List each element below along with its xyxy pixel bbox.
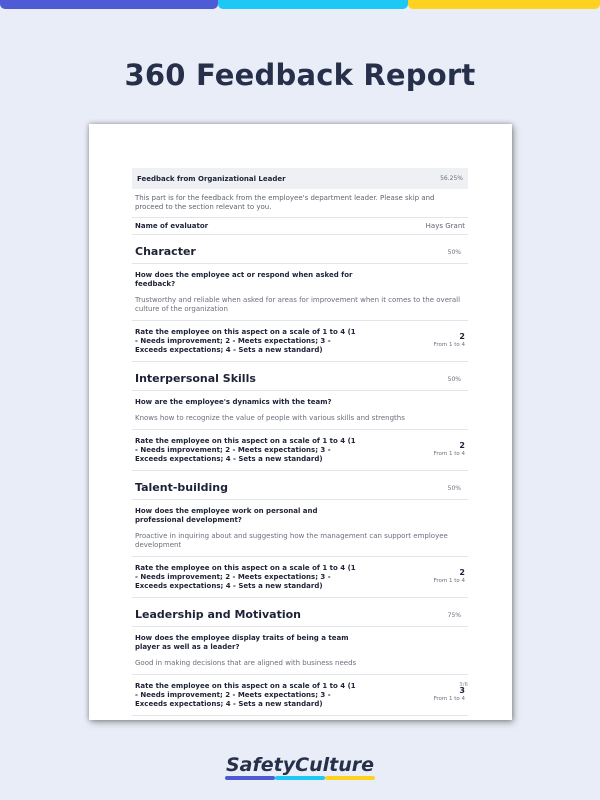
rating-question: Rate the employee on this aspect on a scale of 1 to 4 (1 - Needs improvement; 2 - Meets expectations; 3 - Exceeds expectations; 4 - Sets a new standard)	[135, 437, 356, 463]
score-box	[434, 328, 465, 349]
score-range: From 1 to 4	[433, 451, 465, 457]
question-text: How are the employee's dynamics with the team?	[135, 398, 332, 406]
section-header	[132, 168, 468, 189]
question-text: How does the employee act or respond when asked for feedback?	[135, 271, 353, 288]
category-block	[132, 598, 468, 716]
category-block	[132, 362, 468, 471]
score-value: 2	[459, 332, 465, 341]
section-percent: 56.25%	[440, 175, 463, 182]
page-number: 3/6	[459, 682, 468, 688]
rating-question: Rate the employee on this aspect on a scale of 1 to 4 (1 - Needs improvement; 2 - Meets expectations; 3 - Exceeds expectations; 4 - Sets a new standard)	[135, 328, 356, 354]
score-range: From 1 to 4	[433, 696, 465, 702]
answer-text: Proactive in inquiring about and suggesting how the management can support employee development	[132, 525, 468, 557]
underline-yellow	[325, 776, 375, 780]
underline-blue	[225, 776, 275, 780]
category-header	[132, 245, 468, 264]
top-bar-blue-segment	[0, 0, 218, 9]
category-name: Character	[135, 245, 196, 258]
category-name: Interpersonal Skills	[135, 372, 256, 385]
report-content	[132, 168, 468, 716]
top-bar-yellow-segment	[408, 0, 600, 9]
answer-text: Trustworthy and reliable when asked for areas for improvement when it comes to the overall culture of the organization	[132, 289, 468, 321]
rating-row	[132, 430, 468, 471]
question-text: How does the employee work on personal and professional development?	[135, 507, 318, 524]
color-top-bar	[0, 0, 600, 9]
rating-row	[132, 557, 468, 598]
question-text: How does the employee display traits of being a team player as well as a leader?	[135, 634, 349, 651]
score-value: 2	[459, 568, 465, 577]
answer-text: Good in making decisions that are aligned with business needs	[132, 652, 468, 675]
top-bar-cyan-segment	[218, 0, 408, 9]
category-name: Talent-building	[135, 481, 228, 494]
rating-row	[132, 321, 468, 362]
underline-cyan	[275, 776, 325, 780]
evaluator-value: Hays Grant	[425, 222, 465, 230]
rating-question: Rate the employee on this aspect on a scale of 1 to 4 (1 - Needs improvement; 2 - Meets expectations; 3 - Exceeds expectations; 4 - Sets a new standard)	[135, 564, 356, 590]
category-percent: 50%	[447, 249, 461, 256]
score-range: From 1 to 4	[433, 342, 465, 348]
category-header	[132, 372, 468, 391]
report-page	[89, 124, 512, 720]
evaluator-label: Name of evaluator	[135, 222, 209, 230]
score-value: 3	[459, 686, 465, 695]
page-title: 360 Feedback Report	[124, 58, 476, 92]
score-box	[434, 564, 465, 585]
brand-underline-icon	[225, 776, 375, 780]
rating-row	[132, 675, 468, 716]
answer-text: Knows how to recognize the value of people with various skills and strengths	[132, 407, 468, 430]
category-name: Leadership and Motivation	[135, 608, 302, 621]
category-percent: 75%	[447, 612, 461, 619]
section-title: Feedback from Organizational Leader	[137, 174, 286, 183]
rating-question: Rate the employee on this aspect on a scale of 1 to 4 (1 - Needs improvement; 2 - Meets expectations; 3 - Exceeds expectations; 4 - Sets a new standard)	[135, 682, 356, 708]
category-block	[132, 471, 468, 598]
score-value: 2	[459, 441, 465, 450]
score-range: From 1 to 4	[433, 578, 465, 584]
category-block	[132, 235, 468, 362]
evaluator-row	[132, 217, 468, 235]
section-intro: This part is for the feedback from the employee's department leader. Please skip and proceed to the section relevant to you.	[135, 194, 435, 211]
category-header	[132, 481, 468, 500]
category-percent: 50%	[447, 485, 461, 492]
score-box	[434, 437, 465, 458]
brand-logo: SafetyCulture	[226, 754, 374, 776]
category-percent: 50%	[447, 376, 461, 383]
category-header	[132, 608, 468, 627]
